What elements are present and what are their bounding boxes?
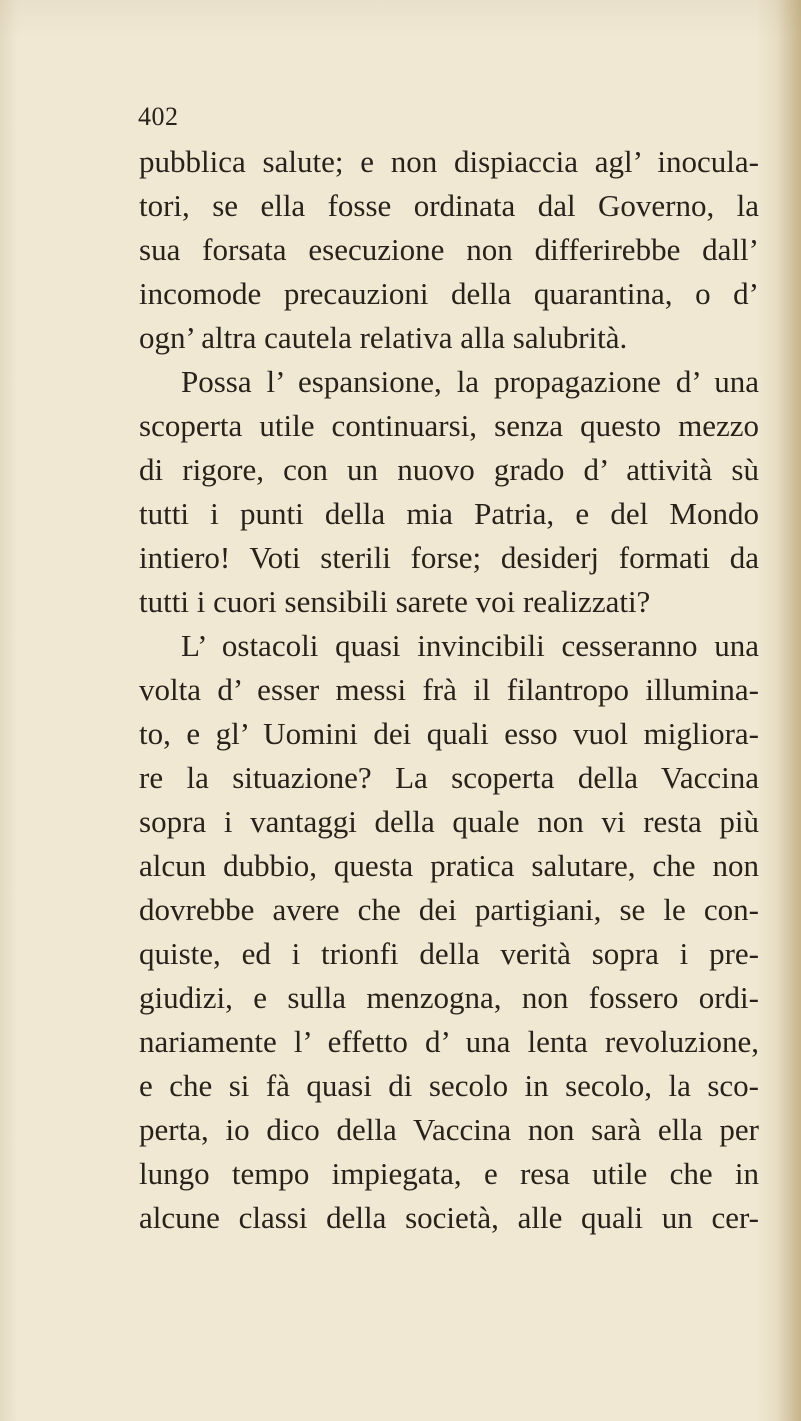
- text-line: sua forsata esecuzione non differirebbe dall’: [139, 232, 759, 267]
- text-line: perta, io dico della Vaccina non sarà ella per: [139, 1112, 759, 1147]
- text-line: incomode precauzioni della quarantina, o d’: [139, 276, 759, 311]
- page-number: 402: [138, 102, 179, 131]
- text-line: lungo tempo impiegata, e resa utile che in: [139, 1156, 759, 1191]
- text-line: Possa l’ espansione, la propagazione d’ una: [181, 364, 759, 399]
- text-line: sopra i vantaggi della quale non vi resta più: [139, 804, 759, 839]
- text-line: di rigore, con un nuovo grado d’ attività sù: [139, 452, 759, 487]
- text-line: nariamente l’ effetto d’ una lenta revoluzione,: [139, 1024, 759, 1059]
- text-line: re la situazione? La scoperta della Vaccina: [139, 760, 759, 795]
- text-line: tori, se ella fosse ordinata dal Governo, la: [139, 188, 759, 223]
- text-line: to, e gl’ Uomini dei quali esso vuol migliora-: [139, 716, 759, 751]
- text-line: pubblica salute; e non dispiaccia agl’ inocula-: [139, 144, 759, 179]
- text-line: volta d’ esser messi frà il filantropo illumina-: [139, 672, 759, 707]
- text-line: alcun dubbio, questa pratica salutare, che non: [139, 848, 759, 883]
- text-line: quiste, ed i trionfi della verità sopra i pre-: [139, 936, 759, 971]
- text-line: L’ ostacoli quasi invincibili cesseranno una: [181, 628, 759, 663]
- text-line: scoperta utile continuarsi, senza questo mezzo: [139, 408, 759, 443]
- text-line: e che si fà quasi di secolo in secolo, la sco-: [139, 1068, 759, 1103]
- text-line: tutti i cuori sensibili sarete voi realizzati?: [139, 584, 651, 619]
- text-line: ogn’ altra cautela relativa alla salubrità.: [139, 320, 628, 355]
- text-line: alcune classi della società, alle quali un cer-: [139, 1200, 759, 1235]
- text-line: intiero! Voti sterili forse; desiderj formati da: [139, 540, 759, 575]
- body-text: [139, 140, 759, 1240]
- text-line: tutti i punti della mia Patria, e del Mondo: [139, 496, 759, 531]
- page-edge-shadow: [777, 0, 801, 1421]
- text-line: giudizi, e sulla menzogna, non fossero ordi-: [139, 980, 759, 1015]
- text-line: dovrebbe avere che dei partigiani, se le con-: [139, 892, 759, 927]
